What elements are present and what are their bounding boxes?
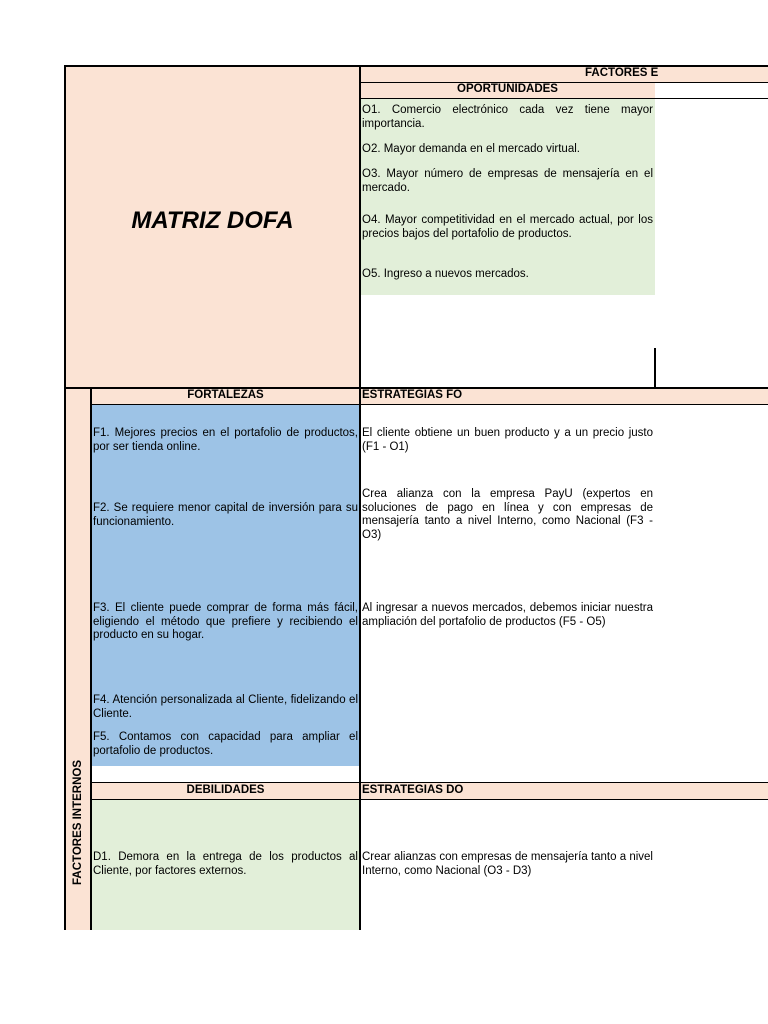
estrategia-fo-item: Al ingresar a nuevos mercados, debemos iniciar nuestra ampliación del portafolio de productos (F5 - O5) — [362, 602, 653, 628]
estrategia-do-item: Crear alianzas con empresas de mensajería tanto a nivel Interno, como Nacional (O3 - D3) — [362, 851, 653, 877]
divider-oport-header — [360, 98, 768, 99]
estrategia-fo-item: Crea alianza con la empresa PayU (expertos en soluciones de pago en línea y con empresas de mensajería tanto a nivel Interno, como Nacional (F3 - O3) — [362, 488, 653, 541]
border-top-right — [360, 65, 768, 67]
divider-deb-top — [91, 782, 768, 783]
debilidad-item: D1. Demora en la entrega de los productos al Cliente, por factores externos. — [93, 851, 358, 877]
factores-externos-label: FACTORES E — [585, 67, 659, 79]
estrategias-do-header: ESTRATEGIAS DO — [362, 784, 464, 796]
fortalezas-header: FORTALEZAS — [187, 389, 264, 401]
fortaleza-item: F1. Mejores precios en el portafolio de productos, por ser tienda online. — [93, 427, 358, 453]
divider-main-vertical — [359, 65, 361, 930]
estrategias-fo-header: ESTRATEGIAS FO — [362, 389, 463, 401]
oportunidad-item: O5. Ingreso a nuevos mercados. — [362, 268, 529, 280]
estrategia-fo-item: El cliente obtiene un buen producto y a un precio justo (F1 - O1) — [362, 427, 653, 453]
fortaleza-item: F5. Contamos con capacidad para ampliar el portafolio de productos. — [93, 731, 358, 757]
divider-oport-right — [654, 348, 656, 388]
oportunidad-item: O4. Mayor competitividad en el mercado actual, por los precios bajos del portafolio de productos. — [362, 214, 653, 240]
factores-externos-header — [360, 66, 768, 82]
divider-fo-header-bottom — [91, 404, 768, 405]
oportunidad-item: O3. Mayor número de empresas de mensajería en el mercado. — [362, 168, 653, 194]
oportunidad-item: O2. Mayor demanda en el mercado virtual. — [362, 143, 580, 155]
divider-mid-horizontal — [64, 387, 768, 389]
fortaleza-item: F4. Atención personalizada al Cliente, fidelizando el Cliente. — [93, 694, 358, 720]
debilidades-header: DEBILIDADES — [186, 784, 265, 796]
border-left — [64, 65, 66, 930]
page-title: MATRIZ DOFA — [131, 207, 294, 234]
border-top-left — [64, 65, 361, 67]
fortaleza-item: F3. El cliente puede comprar de forma más fácil, eligiendo el método que prefiere y recibiendo el producto en su hogar. — [93, 602, 358, 641]
factores-internos-label: FACTORES INTERNOS — [72, 759, 84, 885]
oportunidad-item: O1. Comercio electrónico cada vez tiene mayor importancia. — [362, 104, 653, 130]
oportunidades-header: OPORTUNIDADES — [457, 83, 558, 95]
fortaleza-item: F2. Se requiere menor capital de inversión para su funcionamiento. — [93, 502, 358, 528]
divider-deb-header — [91, 799, 768, 800]
divider-oport-top — [360, 82, 768, 83]
divider-internal-band — [90, 388, 92, 930]
